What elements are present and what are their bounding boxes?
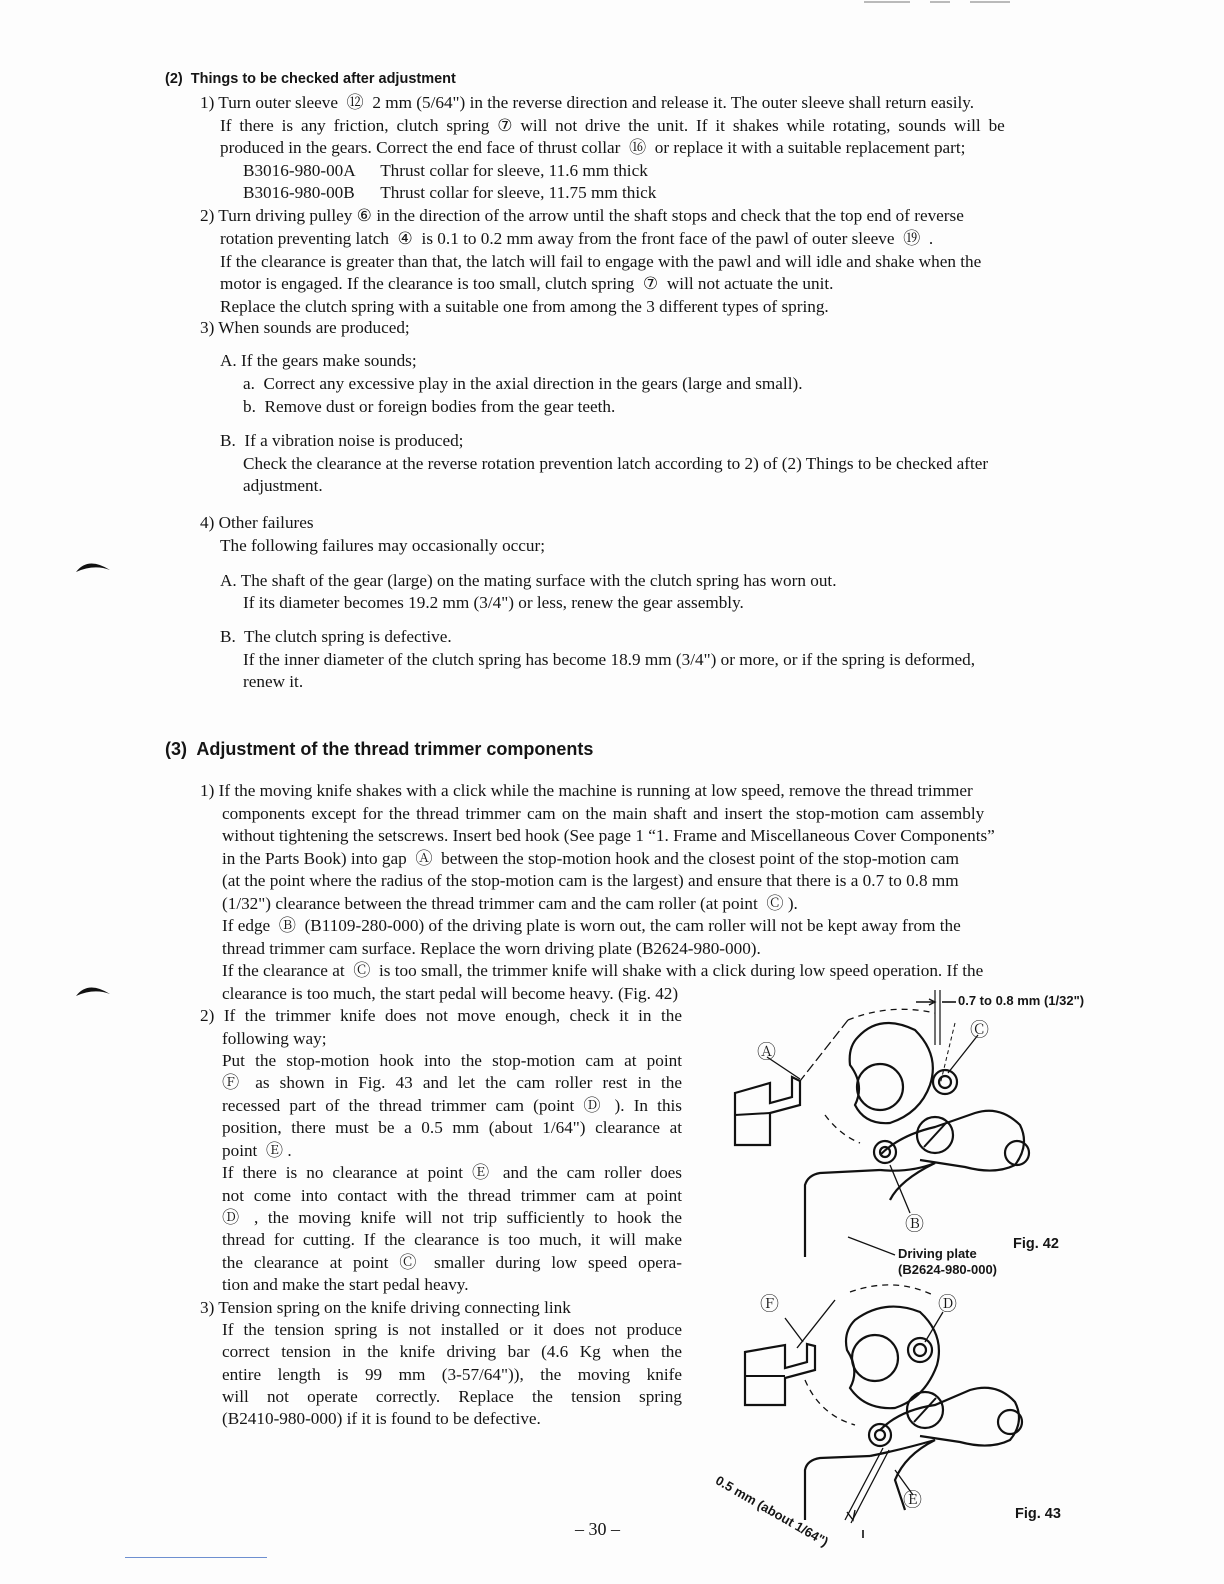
s3-line-19: not come into contact with the thread trimmer cam at point — [222, 1186, 682, 1205]
s3-line-2: components except for the thread trimmer cam on the main shaft and insert the stop-motion cam assembly — [222, 804, 985, 823]
s2-line-24: renew it. — [243, 672, 304, 691]
s3-line-11: 2) If the trimmer knife does not move enough, check it in the — [200, 1006, 682, 1025]
s2-line-12: A. If the gears make sounds; — [220, 351, 417, 370]
fig43-dim-label: 0.5 mm (about 1/64") — [713, 1472, 831, 1550]
s3-line-6: (1/32") clearance between the thread trimmer cam and the cam roller (at point Ⓒ ). — [222, 894, 798, 913]
s3-line-29: (B2410-980-000) if it is found to be defective. — [222, 1409, 541, 1428]
fig43-label: Fig. 43 — [1015, 1506, 1061, 1522]
s2-line-16: Check the clearance at the reverse rotation prevention latch according to 2) of (2) Things to be checked after — [243, 454, 989, 473]
s3-line-24: 3) Tension spring on the knife driving connecting link — [200, 1298, 571, 1317]
s2-line-2: If there is any friction, clutch spring ⑦ will not drive the unit. If it shakes while rotating, sounds will be — [220, 116, 1005, 135]
s3-line-12: following way; — [222, 1029, 327, 1048]
s3-line-27: entire length is 99 mm (3-57/64")), the moving knife — [222, 1365, 682, 1384]
s3-line-26: correct tension in the knife driving bar (4.6 Kg when the — [222, 1342, 682, 1361]
s3-line-4: in the Parts Book) into gap Ⓐ between the stop-motion hook and the closest point of the stop-motion cam — [222, 849, 960, 868]
fig42-point-c: Ⓒ — [970, 1020, 990, 1041]
s3-line-20: Ⓓ , the moving knife will not trip sufficiently to hook the — [222, 1208, 682, 1227]
s2-part-b: B3016-980-00B Thrust collar for sleeve, 11.75 mm thick — [243, 183, 657, 202]
s2-line-15: B. If a vibration noise is produced; — [220, 431, 464, 450]
fig43-point-f: Ⓕ — [760, 1294, 780, 1315]
fig43-point-e: Ⓔ — [903, 1490, 923, 1511]
bottom-edge-line — [125, 1557, 267, 1558]
s2-line-11: 3) When sounds are produced; — [200, 318, 410, 337]
s3-line-28: will not operate correctly. Replace the tension spring — [222, 1387, 682, 1406]
s2-line-6: 2) Turn driving pulley ⑥ in the direction of the arrow until the shaft stops and check that the top end of reverse — [200, 206, 964, 225]
fig43-point-d: Ⓓ — [938, 1294, 958, 1315]
s2-line-22: B. The clutch spring is defective. — [220, 627, 452, 646]
margin-mark-1 — [74, 556, 114, 576]
s2-line-1: 1) Turn outer sleeve ⑫ 2 mm (5/64") in the reverse direction and release it. The outer sleeve shall return easily. — [200, 93, 975, 112]
top-rule-marks — [860, 0, 1160, 6]
s3-line-3: without tightening the setscrews. Insert bed hook (See page 1 “1. Frame and Miscellaneous Cover Components” — [222, 826, 995, 845]
s3-line-5: (at the point where the radius of the stop-motion cam is the largest) and ensure that there is a 0.7 to 0.8 mm — [222, 871, 959, 890]
fig42-point-a: Ⓐ — [757, 1042, 777, 1063]
fig42-part-name: Driving plate — [898, 1246, 977, 1261]
s3-line-14: Ⓕ as shown in Fig. 43 and let the cam roller rest in the — [222, 1073, 682, 1092]
s2-line-20: A. The shaft of the gear (large) on the mating surface with the clutch spring has worn out. — [220, 571, 837, 590]
s3-line-18: If there is no clearance at point Ⓔ and the cam roller does — [222, 1163, 682, 1182]
s2-line-19: The following failures may occasionally occur; — [220, 536, 546, 555]
s3-line-15: recessed part of the thread trimmer cam (point Ⓓ ). In this — [222, 1096, 682, 1115]
s3-line-1: 1) If the moving knife shakes with a click while the machine is running at low speed, remove the thread trimmer — [200, 781, 973, 800]
s2-line-23: If the inner diameter of the clutch spring has become 18.9 mm (3/4") or more, or if the spring is deformed, — [243, 650, 976, 669]
s3-line-8: thread trimmer cam surface. Replace the worn driving plate (B2624-980-000). — [222, 939, 761, 958]
fig42-dim-label: 0.7 to 0.8 mm (1/32") — [958, 993, 1085, 1008]
s2-line-10: Replace the clutch spring with a suitable one from among the 3 different types of spring. — [220, 297, 829, 316]
section2-title: (2) Things to be checked after adjustment — [165, 71, 456, 87]
s2-line-9: motor is engaged. If the clearance is too small, clutch spring ⑦ will not actuate the unit. — [220, 274, 834, 293]
fig43-drawing — [735, 1280, 1035, 1540]
s3-line-16: position, there must be a 0.5 mm (about 1/64") clearance at — [222, 1118, 682, 1137]
margin-mark-2 — [74, 980, 114, 1000]
s3-line-7: If edge Ⓑ (B1109-280-000) of the driving plate is worn out, the cam roller will not be kept away from the — [222, 916, 961, 935]
s2-line-8: If the clearance is greater than that, the latch will fail to engage with the pawl and will idle and shake when the — [220, 252, 982, 271]
s2-part-a: B3016-980-00A Thrust collar for sleeve, 11.6 mm thick — [243, 161, 648, 180]
s3-line-22: the clearance at point Ⓒ smaller during low speed opera- — [222, 1253, 682, 1272]
s3-line-25: If the tension spring is not installed or it does not produce — [222, 1320, 682, 1339]
s2-line-18: 4) Other failures — [200, 513, 314, 532]
s3-line-13: Put the stop-motion hook into the stop-motion cam at point — [222, 1051, 682, 1070]
s3-line-9: If the clearance at Ⓒ is too small, the trimmer knife will shake with a click during low speed operation. If the — [222, 961, 984, 980]
section3-title: (3) Adjustment of the thread trimmer components — [165, 739, 594, 759]
s2-line-21: If its diameter becomes 19.2 mm (3/4") or less, renew the gear assembly. — [243, 593, 744, 612]
s3-line-10: clearance is too much, the start pedal will become heavy. (Fig. 42) — [222, 984, 679, 1003]
s2-line-13: a. Correct any excessive play in the axial direction in the gears (large and small). — [243, 374, 803, 393]
s2-line-14: b. Remove dust or foreign bodies from the gear teeth. — [243, 397, 616, 416]
s2-line-7: rotation preventing latch ④ is 0.1 to 0.2 mm away from the front face of the pawl of outer sleeve ⑲ . — [220, 229, 934, 248]
s3-line-21: thread for cutting. If the clearance is too much, it will make — [222, 1230, 682, 1249]
s2-line-3: produced in the gears. Correct the end face of thrust collar ⑯ or replace it with a suitable replacement part; — [220, 138, 966, 157]
fig42-part-no: (B2624-980-000) — [898, 1262, 998, 1277]
fig42-drawing — [730, 985, 1060, 1285]
page-number: – 30 – — [575, 1519, 620, 1539]
fig42-label: Fig. 42 — [1013, 1236, 1059, 1252]
s2-line-17: adjustment. — [243, 476, 323, 495]
s3-line-17: point Ⓔ . — [222, 1141, 292, 1160]
fig42-point-b: Ⓑ — [905, 1214, 925, 1235]
s3-line-23: tion and make the start pedal heavy. — [222, 1275, 469, 1294]
